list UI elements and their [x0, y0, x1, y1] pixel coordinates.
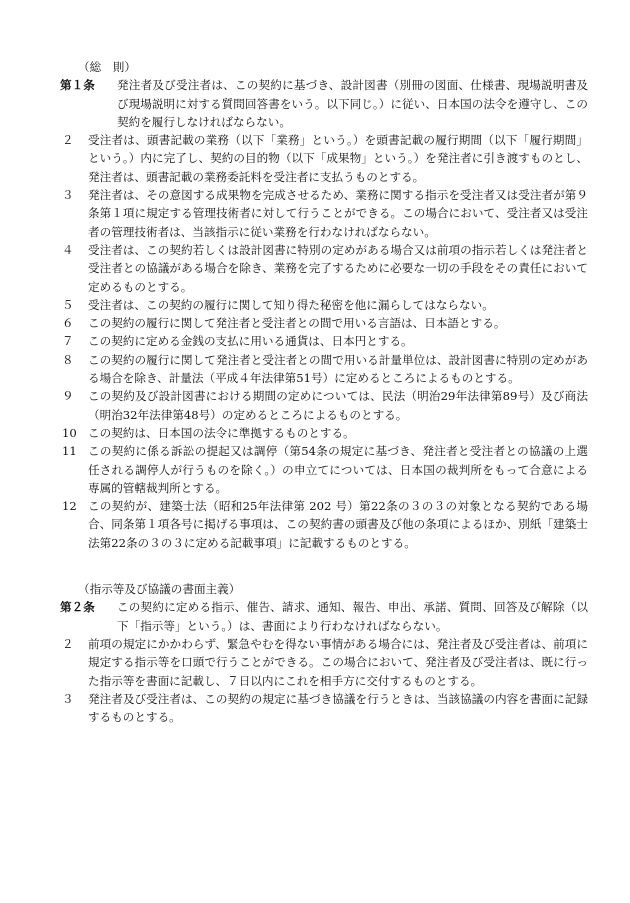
- clause-text: 前項の規定にかかわらず、緊急やむを得ない事情がある場合には、発注者及び受注者は、前項に規定する指示等を口頭で行うことができる。この場合において、発注者及び受注者は、既に行った指示等を書面に記載し、７日以内にこれを相手方に交付するものとする。: [88, 636, 588, 688]
- section-heading-written-instructions: （指示等及び協議の書面主義）: [78, 582, 241, 597]
- clause-text: この契約及び設計図書における期間の定めについては、民法（明治29年法律第89号）及び商法（明治32年法律第48号）の定めるところによるものとする。: [88, 389, 588, 422]
- clause-1-5: [60, 296, 588, 314]
- article-text: この契約に定める指示、催告、請求、通知、報告、申出、承諾、質問、回答及び解除（以下「指示等」という。）は、書面により行わなければならない。: [117, 600, 588, 633]
- clause-2-3: [60, 690, 588, 727]
- clause-text: この契約に係る訴訟の提起又は調停（第54条の規定に基づき、発注者と受注者との協議の上選任される調停人が行うものを除く。）の申立てについては、日本国の裁判所をもって合意による専属的管轄裁判所とする。: [88, 444, 588, 495]
- clause-number: 11: [62, 444, 77, 459]
- clause-number: ２: [62, 133, 74, 148]
- clause-number: ７: [62, 334, 74, 349]
- clause-text: 発注者及び受注者は、この契約の規定に基づき協議を行うときは、当該協議の内容を書面に記録するものとする。: [88, 691, 588, 725]
- clause-1-7: [60, 332, 588, 350]
- clause-number: ５: [62, 297, 74, 312]
- clause-number: ２: [62, 636, 74, 651]
- clause-text: この契約の履行に関して発注者と受注者との間で用いる計量単位は、設計図書に特別の定めがある場合を除き、計量法（平成４年法律第51号）に定めるところによるものとする。: [88, 352, 588, 386]
- clause-1-12: [60, 497, 588, 552]
- clause-text: この契約の履行に関して発注者と受注者との間で用いる言語は、日本語とする。: [88, 316, 506, 331]
- clause-number: ４: [62, 242, 74, 257]
- article-number: 第１条: [60, 78, 95, 93]
- clause-number: ９: [62, 389, 74, 404]
- clause-1-11: [60, 442, 588, 497]
- clause-number: ３: [62, 691, 74, 706]
- clause-1-8: [60, 351, 588, 388]
- clause-1-4: [60, 241, 588, 296]
- clause-number: ３: [62, 188, 74, 203]
- section-heading-general: （総 則）: [78, 60, 136, 74]
- clause-1-3: [60, 186, 588, 241]
- article-2: [60, 598, 588, 635]
- clause-1-9: [60, 387, 588, 424]
- clause-text: 受注者は、この契約若しくは設計図書に特別の定めがある場合又は前項の指示若しくは発注者と受注者との協議がある場合を除き、業務を完了するために必要な一切の手段をその責任において定めるものとする。: [88, 242, 588, 294]
- article-text: 発注者及び受注者は、この契約に基づき、設計図書（別冊の図面、仕様書、現場説明書及び現場説明に対する質問回答書をいう。以下同じ。）に従い、日本国の法令を遵守し、この契約を履行しなければならない。: [117, 78, 588, 129]
- clause-text: 発注者は、その意図する成果物を完成させるため、業務に関する指示を受注者又は受注者が第９条第１項に規定する管理技術者に対して行うことができる。この場合において、受注者又は受注者の管理技術者は、当該指示に従い業務を行わなければならない。: [88, 188, 588, 239]
- clause-1-10: [60, 424, 588, 442]
- article-1: [60, 76, 588, 131]
- article-number: 第２条: [60, 600, 95, 615]
- clause-text: この契約に定める金銭の支払に用いる通貨は、日本円とする。: [88, 334, 413, 349]
- clause-text: 受注者は、この契約の履行に関して知り得た秘密を他に漏らしてはならない。: [88, 297, 494, 312]
- clause-number: 10: [62, 425, 77, 440]
- clause-number: ６: [62, 316, 74, 331]
- clause-number: ８: [62, 352, 74, 367]
- clause-text: この契約が、建築士法（昭和25年法律第 202 号）第22条の３の３の対象となる契約である場合、同条第１項各号に掲げる事項は、この契約書の頭書及び他の条項によるほか、別紙「建築士法第22条の３の３に定める記載事項」に記載するものとする。: [88, 499, 588, 550]
- clause-1-2: [60, 131, 588, 186]
- clause-text: この契約は、日本国の法令に準拠するものとする。: [88, 425, 355, 440]
- clause-text: 受注者は、頭書記載の業務（以下「業務」という。）を頭書記載の履行期間（以下「履行期間」という。）内に完了し、契約の目的物（以下「成果物」という。）を発注者に引き渡すものとし、発注者は、頭書記載の業務委託料を受注者に支払うものとする。: [88, 133, 588, 184]
- clause-1-6: [60, 314, 588, 332]
- clause-number: 12: [62, 499, 77, 514]
- section-spacer: [60, 552, 588, 580]
- clause-2-2: [60, 635, 588, 690]
